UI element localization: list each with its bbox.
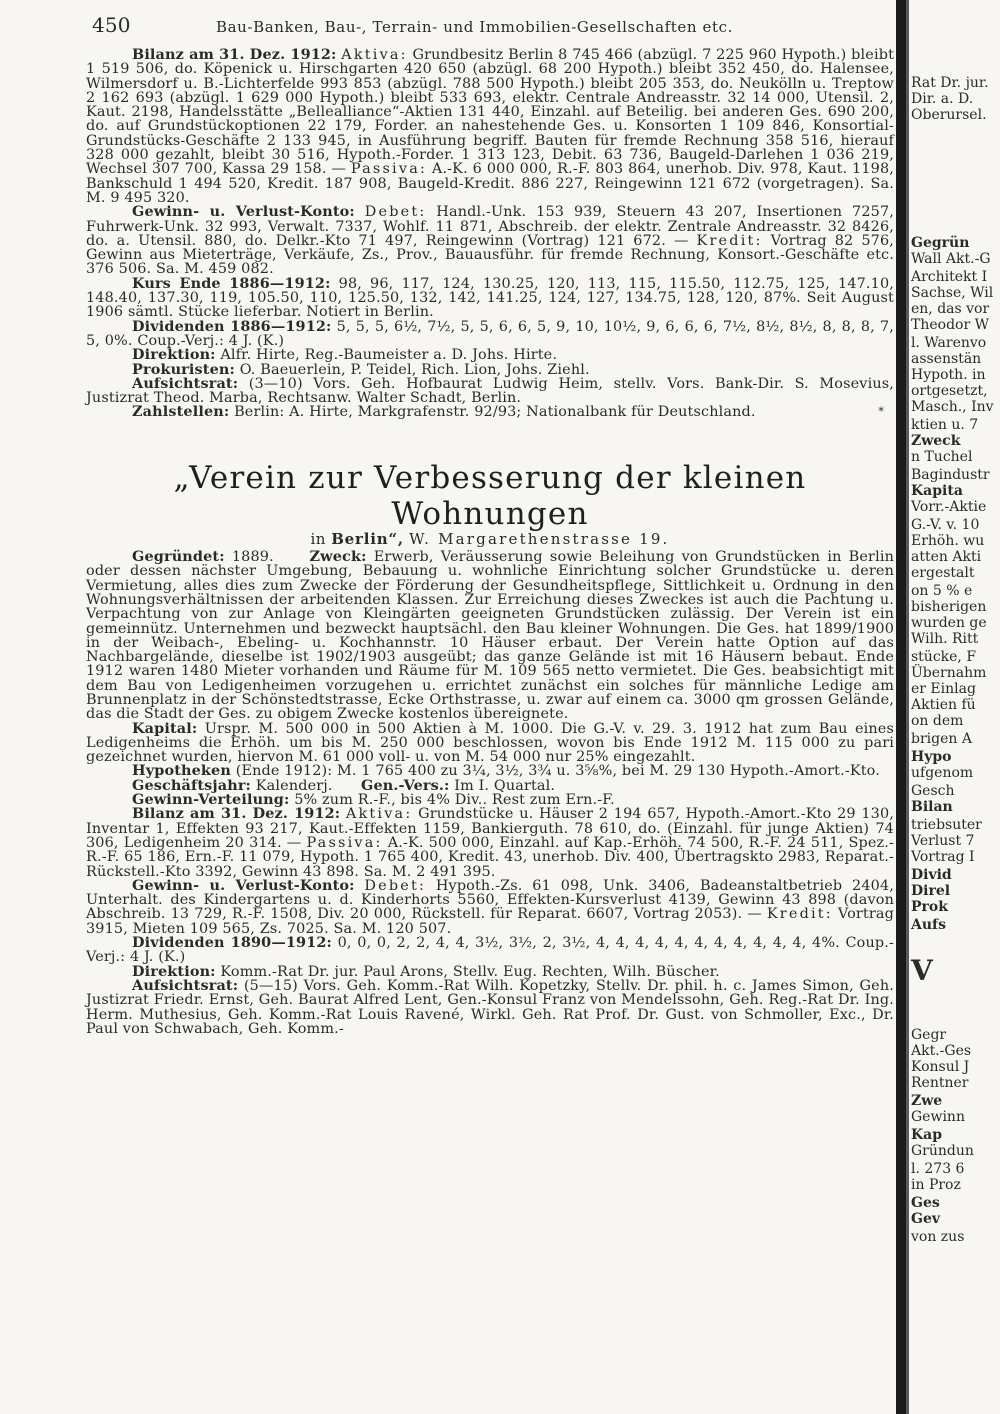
entry2-subtitle-city: Berlin“, xyxy=(331,529,404,548)
entry1-dir-text: Alfr. Hirte, Reg.-Baumeister a. D. Johs. Hirte. xyxy=(220,347,558,364)
entry1-ar-label: Aufsichtsrat: xyxy=(132,374,239,392)
facing-page-line: triebsuter xyxy=(911,817,982,833)
entry2-aktiva-text: Grundstücke u. Häuser 2 194 657, Hypoth.-Amort.-Kto 29 130, Inventar 1, Effekten 93 217, Kaut.-Effekten 1159, Bankierguth. 78 610, do. (Einzahl. für junge Aktien) 74 306, Ledigenheim 20 314. — xyxy=(86,806,894,851)
facing-page-line: von zus xyxy=(911,1229,965,1245)
entry2-hyp-text: (Ende 1912): M. 1 765 400 zu 3¼, 3½, 3¾ u. 3⅝%, bei M. 29 130 Hypoth.-Amort.-Kto. xyxy=(235,763,880,780)
facing-page-line: Kapita xyxy=(911,483,963,499)
entry2-passiva-text: A.-K. 500 000, Einzahl. auf Kap.-Erhöh. 74 500, R.-F. 24 511, Spez.-R.-F. 65 186, Ern.-F. 11 079, Hypoth. 1 765 400, Kredit. 43, unerhob. Div. 400, Übertragskto 2983, Reparat.-Rückstell.-Kto 3392, Gewinn 43 898. Sa. M. 2 491 395. xyxy=(86,834,895,880)
entry2-kapital xyxy=(86,719,894,766)
facing-page-line: Rentner xyxy=(911,1075,969,1091)
facing-page-line: Aktien fü xyxy=(911,697,976,713)
entry2-genvers-label: Gen.-Vers.: xyxy=(361,776,450,794)
entry2-title: „Verein zur Verbesserung der kleinen Wohnungen xyxy=(173,459,807,532)
facing-page-line: stücke, F xyxy=(911,649,977,665)
entry1-bilanz-label: Bilanz am 31. Dez. 1912: xyxy=(132,46,337,63)
facing-page-line: Übernahm xyxy=(911,665,987,681)
entry1-div-label: Dividenden 1886—1912: xyxy=(132,317,332,335)
facing-page-line: Vorr.-Aktie xyxy=(911,499,987,515)
facing-page-line: Bilan xyxy=(911,799,953,815)
facing-page-line: Konsul J xyxy=(911,1059,970,1075)
entry2-passiva-label: Passiva: xyxy=(306,834,383,851)
entry1-dir-label: Direktion: xyxy=(132,346,216,364)
facing-page-line: Rat Dr. jur. xyxy=(911,75,989,91)
facing-page-line: Dir. a. D. xyxy=(911,91,974,107)
entry2-gewv-label: Gewinn-Verteilung: xyxy=(132,791,290,809)
facing-page-line: Gewinn xyxy=(911,1109,965,1125)
entry2-gegr-text: 1889. xyxy=(231,549,274,566)
entry2-kredit-label: Kredit: xyxy=(766,906,833,923)
facing-page-line: Kap xyxy=(911,1127,943,1143)
entry1-prok-text: O. Baeuerlein, P. Teidel, Rich. Lion, Johs. Ziehl. xyxy=(239,361,590,378)
entry1-aktiva-text: Grundbesitz Berlin 8 745 466 (abzügl. 7 225 960 Hypoth.) bleibt 1 519 506, do. Köpenick u. Hirschgarten 420 650 (abzügl. 68 200 Hypoth.) bleibt 352 450, do. Halensee, Wilmersdorf u. B.-Lichterfelde 993 853 (abzügl. 788 500 Hypoth.) bleibt 205 353, do. Neukölln u. Treptow 2 162 693 (abzügl. 1 629 000 Hypoth.) bleibt 533 693, elektr. Centrale Andreasstr. 32 14 000, Utensil. 2, Kaut. 2198, Handelsstätte „Bellealliance“-Aktien 131 440, Einzahl. auf Beteilig. bei anderen Ges. 690 200, do. auf Grundstückoptionen 22 179, Forder. an nahestehende Ges. u. Konsorten 1 109 846, Konsortial-Grundstücks-Geschäfte 2 133 945, in Ausführung begriff. Bauten für fremde Rechnung 358 516, hierauf 328 000 gezahlt, bleibt 30 516, Hypoth.-Forder. 1 313 123, Debit. 63 736, Baugeld-Darlehen 1 036 219, Wechsel 307 700, Kassa 29 158. — xyxy=(86,47,895,178)
binding-gutter xyxy=(896,0,906,1414)
entry1-gv-label: Gewinn- u. Verlust-Konto: xyxy=(132,203,355,221)
entry2-debet-text: Hypoth.-Zs. 61 098, Unk. 3406, Badeanstaltbetrieb 2404, Unterhalt. des Kindergartens u. d. Kinderhorts 5560, Effekten-Kursverlust 4139, Gewinn 43 898 (davon Abschreib. 13 729, R.-F. 1508, Div. 20 000, Rückstell. für Reparat. 6607, Vortrag 2053). — xyxy=(86,877,894,923)
facing-page-line: brigen A xyxy=(911,731,972,747)
facing-page-line: Akt.-Ges xyxy=(911,1043,972,1059)
entry2-aufsichtsrat xyxy=(86,976,894,1037)
entry2-div-label: Dividenden 1890—1912: xyxy=(132,934,332,952)
facing-page-line: on 5 % e xyxy=(911,583,973,599)
facing-page-line: Gesch xyxy=(911,783,955,799)
facing-page-line: l. Warenvo xyxy=(911,335,987,351)
main-column xyxy=(86,13,895,1037)
facing-page-column xyxy=(909,0,1000,1414)
facing-page-line: Architekt I xyxy=(911,269,988,285)
facing-page-line: Gev xyxy=(911,1211,940,1227)
entry1-aktiva-label: Aktiva: xyxy=(341,47,408,63)
facing-page-line: G.-V. v. 10 xyxy=(911,517,980,533)
running-title: Bau-Banken, Bau-, Terrain- und Immobilien-Gesellschaften etc. xyxy=(216,18,733,36)
facing-page-line: Hypoth. in xyxy=(911,367,986,383)
entry2-zweck-label: Zweck: xyxy=(309,548,367,566)
entry1-debet-label: Debet: xyxy=(364,204,427,221)
entry1-ar-text: (3—10) Vors. Geh. Hofbaurat Ludwig Heim, stellv. Vors. Bank-Dir. S. Mosevius, Justizrat Theod. Marba, Rechtsanw. Walter Schadt, Berlin. xyxy=(86,375,894,407)
entry1-debet-text: Handl.-Unk. 153 939, Steuern 43 207, Insertionen 7257, Fuhrwerk-Unk. 32 993, Verwalt. 7337, Wohlf. 11 871, Abschreib. der elektr. Zentrale Andreasstr. 32 8426, do. a. Utensil. 880, do. Delkr.-Kto 71 497, Reingewinn (Vortrag) 121 672. — xyxy=(86,204,894,249)
entry2-kap-label: Kapital: xyxy=(132,719,198,737)
entry1-passiva-text: A.-K. 6 000 000, R.-F. 803 864, unerhob. Div. 978, Kaut. 1198, Bankschuld 1 494 520, Kredit. 187 908, Baugeld-Kredit. 886 227, Reingewinn 121 672 (vorgetragen). Sa. M. 9 495 320. xyxy=(86,161,894,206)
entry1-gv-konto xyxy=(86,205,894,276)
facing-page-line: V xyxy=(911,954,933,987)
facing-page-line: Sachse, Wil xyxy=(911,285,994,301)
entry1-kredit-label: Kredit: xyxy=(696,232,763,249)
facing-page-line: Gründun xyxy=(911,1143,974,1159)
entry2-subtitle xyxy=(86,529,894,548)
facing-page-line: ktien u. 7 xyxy=(911,417,979,433)
entry1-zahl-text: Berlin: A. Hirte, Markgrafenstr. 92/93; Nationalbank für Deutschland. xyxy=(234,404,756,421)
entry2-gegruendet-zweck xyxy=(86,550,894,722)
facing-page-line: en, das vor xyxy=(911,301,990,317)
entry1-bilanz xyxy=(86,48,894,205)
facing-page-line: Aufs xyxy=(911,917,946,933)
facing-page-line: Wilh. Ritt xyxy=(911,631,979,647)
entry2-dividenden xyxy=(86,936,894,965)
facing-page-line: assenstän xyxy=(911,351,982,367)
entry2-ar-text: (5—15) Vors. Geh. Komm.-Rat Wilh. Kopetzky, Stellv. Dr. phil. h. c. James Simon, Geh. Justizrat Friedr. Ernst, Geh. Baurat Alfred Lent, Gen.-Konsul Franz von Mendelssohn, Geh. Reg.-Rat Dr. Ing. Herm. Muthesius, Geh. Komm.-Rat Louis Ravené, Wirkl. Geh. Rat Prof. Dr. Gust. von Schmoller, Exc., Dr. Paul von Schwabach, Geh. Komm.- xyxy=(86,977,894,1037)
facing-page-line: Zwe xyxy=(911,1093,943,1109)
entry1-kurs-label: Kurs Ende 1886—1912: xyxy=(132,274,331,292)
facing-page-line: er Einlag xyxy=(911,681,976,697)
facing-page-line: Erhöh. wu xyxy=(911,533,985,549)
entry2-gegr-label: Gegründet: xyxy=(132,548,225,566)
entry1-zahlstellen xyxy=(86,405,894,419)
entry2-kredit-text: Vortrag 3915, Mieten 109 565, Zs. 7025. Sa. M. 120 507. xyxy=(86,906,894,937)
entry2-dir-label: Direktion: xyxy=(132,962,216,980)
facing-page-line: l. 273 6 xyxy=(911,1161,965,1177)
entry2-subtitle-in: in xyxy=(310,529,326,548)
entry2-genvers-text: Im I. Quartal. xyxy=(454,777,556,794)
facing-page-line: Wall Akt.-G xyxy=(911,251,991,267)
facing-page-line: on dem xyxy=(911,713,964,729)
facing-page-line: Hypo xyxy=(911,749,952,765)
entry2-div-text: 0, 0, 0, 2, 2, 4, 4, 3½, 3½, 2, 3½, 4, 4, 4, 4, 4, 4, 4, 4, 4, 4, 4, 4%. Coup.-Verj.: 4 J. (K.) xyxy=(86,935,895,966)
facing-page-line: Gegrün xyxy=(911,235,970,251)
facing-page-line: Vortrag I xyxy=(911,849,975,865)
facing-page-line: ufgenom xyxy=(911,765,974,781)
entry2-aktiva-label: Aktiva: xyxy=(345,806,413,823)
facing-page-line: ortgesetzt, xyxy=(911,383,988,399)
facing-page-line: Direl xyxy=(911,883,951,899)
facing-page-line: Verlust 7 xyxy=(911,833,975,849)
facing-page-line: in Proz xyxy=(911,1177,961,1193)
running-header xyxy=(86,13,894,48)
facing-page-line: Divid xyxy=(911,867,952,883)
entry2-gj-text: Kalenderj. xyxy=(255,777,333,794)
entry2-bilanz xyxy=(86,807,894,878)
facing-page-line: n Tuchel xyxy=(911,449,973,465)
facing-page-line: ergestalt xyxy=(911,565,975,581)
entry2-dir-text: Komm.-Rat Dr. jur. Paul Arons, Stellv. Eug. Rechten, Wilh. Büscher. xyxy=(220,963,720,980)
entry1-zahl-label: Zahlstellen: xyxy=(132,403,230,421)
facing-page-line: Oberursel. xyxy=(911,107,987,123)
entry2-zweck-text: Erwerb, Veräusserung sowie Beleihung von Grundstücken in Berlin oder dessen nächster Umgebung, Bebauung u. wohnliche Einrichtung solcher Grundstücke u. deren Vermietung, alles dies zum Zwecke der Förderung der Gesundheitspflege, Sittlichkeit u. Ordnung in den Wohnungsverhältnissen der arbeitenden Klassen. Zur Erreichung dieses Zweckes ist auch die Pachtung u. Verpachtung von zur Anlage von Kleingärten geeigneten Grundstücken zulässig. Der Verein ist ein gemeinnütz. Unternehmen und bezweckt hauptsächl. den Bau kleiner Wohnungen. Die Ges. hat 1899/1900 in der Weibach-, Ebeling- u. Kochhannstr. 10 Häuser erbaut. Der Verein hatte Option auf das Nachbargelände, dieselbe ist 1902/1903 ausgeübt; das ganze Gelände ist mit 16 Häusern bebaut. Ende 1912 waren 1480 Mieter vorhanden und Räume für M. 109 565 netto vermietet. Die Ges. beabsichtigt mit dem Bau von Ledigenheimen vorzugehen u. errichtet zunächst ein solches für männliche Ledige am Brunnenplatz in der Schönstedtstrasse, Ecke Orthstrasse, u. zwar auf einem ca. 3000 qm grossen Gelände, das die Stadt der Ges. zu obigem Zwecke kostenlos übereignete. xyxy=(86,549,895,723)
facing-page-line: Zweck xyxy=(911,433,961,449)
facing-page-line: atten Akti xyxy=(911,549,982,565)
facing-page-line: bisherigen xyxy=(911,599,987,615)
entry1-star-mark: * xyxy=(878,405,884,419)
facing-page-line: Gegr xyxy=(911,1027,947,1043)
entry2-subtitle-address: W. Margarethenstrasse 19. xyxy=(409,529,670,548)
facing-page-line: wurden ge xyxy=(911,615,987,631)
entry1-prok-label: Prokuristen: xyxy=(132,360,235,378)
page-number: 450 xyxy=(92,13,131,37)
facing-page-line: Ges xyxy=(911,1195,940,1211)
entry2-gv-konto xyxy=(86,876,894,937)
entry2-gewv-text: 5% zum R.-F., bis 4% Div.. Rest zum Ern.-F. xyxy=(294,792,615,809)
facing-page-line: Theodor W xyxy=(911,317,989,333)
entry1-kurs-text: 98, 96, 117, 124, 130.25, 120, 113, 115, 115.50, 112.75, 125, 147.10, 148.40, 137.30, 119, 105.50, 110, 125.50, 132, 142, 141.25, 124, 127, 134.75, 128, 120, 87%. Seit August 1906 sämtl. Stücke lieferbar. Notiert in Berlin. xyxy=(86,275,894,321)
entry1-dividenden xyxy=(86,317,894,349)
facing-page-line: Prok xyxy=(911,899,948,915)
entry1-kredit-text: Vortrag 82 576, Gewinn aus Mieterträge, Verkäufe, Zs., Prov., Bauausführ. für fremde Rechnung, Konsort.-Geschäfte etc. 376 506. Sa. M. 459 082. xyxy=(86,232,894,278)
entry2-ar-label: Aufsichtsrat: xyxy=(132,976,239,994)
entry2-hyp-label: Hypotheken xyxy=(132,762,231,780)
facing-page-line: Bagindustr xyxy=(911,467,990,483)
entry2-gj-label: Geschäftsjahr: xyxy=(132,776,252,794)
facing-page-line: Masch., Inv xyxy=(911,399,994,415)
entry2-kap-text: Urspr. M. 500 000 in 500 Aktien à M. 1000. Die G.-V. v. 29. 3. 1912 hat zum Bau eines Ledigenheims die Erhöh. um bis M. 250 000 beschlossen, wovon bis Ende 1912 M. 115 000 zu pari gezeichnet wurden, hiervon M. 61 000 voll- u. von M. 54 000 nur 25% eingezahlt. xyxy=(86,720,894,766)
entry1-kurs xyxy=(86,274,894,321)
entry1-passiva-label: Passiva: xyxy=(350,161,428,178)
entry1-aufsichtsrat xyxy=(86,374,894,407)
entry2-debet-label: Debet: xyxy=(364,877,427,894)
entry2-bil-label: Bilanz am 31. Dez. 1912: xyxy=(132,805,341,823)
entry2-gvk-label: Gewinn- u. Verlust-Konto: xyxy=(132,876,355,894)
entry1-div-text: 5, 5, 5, 6½, 7½, 5, 5, 6, 6, 5, 9, 10, 10½, 9, 6, 6, 6, 7½, 8½, 8½, 8, 8, 8, 7, 5, 0%. Coup.-Verj.: 4 J. (K.) xyxy=(86,318,894,349)
